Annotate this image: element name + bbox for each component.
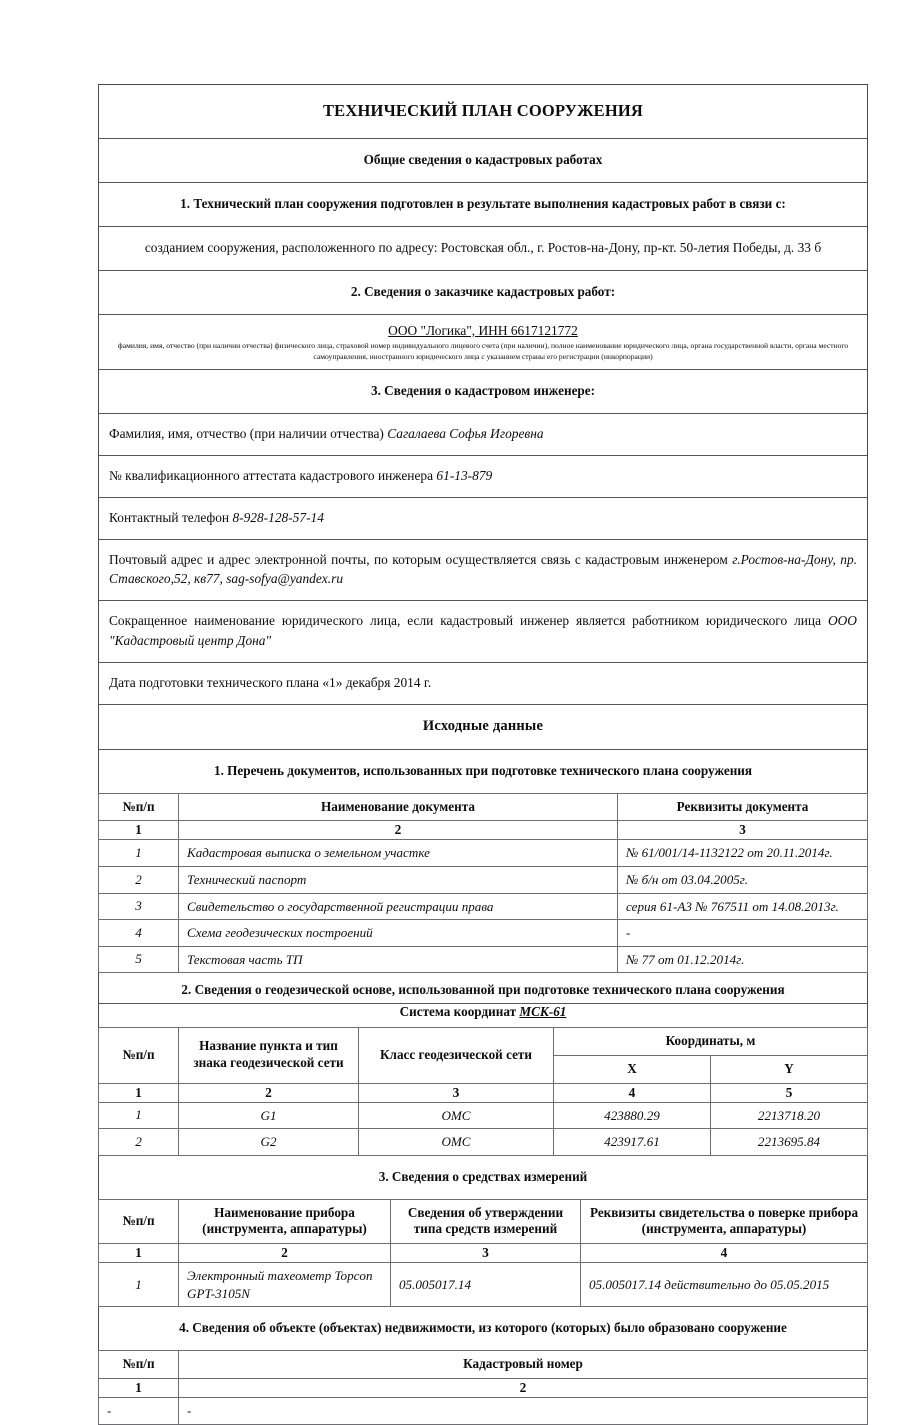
geo-num-3: 3 — [359, 1083, 554, 1102]
table-row — [99, 1263, 868, 1307]
coordinate-system-value: МСК-61 — [519, 1003, 567, 1019]
table-row — [99, 920, 868, 947]
instr-num-1: 1 — [99, 1244, 179, 1263]
geo-row-class: ОМС — [359, 1102, 554, 1129]
geo-row-point: G1 — [179, 1102, 359, 1129]
geodetic-table-number-row — [99, 1083, 868, 1102]
docs-num-1: 1 — [99, 821, 179, 840]
docs-row-requisites: № 61/001/14-1132122 от 20.11.2014г. — [618, 840, 868, 867]
section-3-heading: 3. Сведения о кадастровом инженере: — [99, 370, 867, 414]
objects-table-header-row — [99, 1351, 868, 1379]
docs-row-index: 1 — [99, 840, 179, 867]
geodetic-table — [98, 1027, 868, 1156]
docs-col-name: Наименование документа — [179, 793, 618, 821]
engineer-phone-label: Контактный телефон — [109, 509, 230, 525]
docs-num-2: 2 — [179, 821, 618, 840]
docs-table-header-row — [99, 793, 868, 821]
docs-num-3: 3 — [618, 821, 868, 840]
instr-row-approval: 05.005017.14 — [391, 1263, 581, 1307]
geodetic-table-wrapper — [99, 1027, 867, 1156]
preparation-date-value: «1» декабря 2014 г. — [322, 674, 432, 690]
customer-hint-text: фамилия, имя, отчество (при наличии отчества) физического лица, страховой номер индивидуального лицевого счета (при наличии), полное наименование юридического лица, органа государственной власти, органа местного самоуправления, иностранного юридического лица с указанием страны его регистрации (инкорпорации) — [117, 340, 849, 361]
docs-row-name: Текстовая часть ТП — [179, 946, 618, 973]
geo-row-y: 2213695.84 — [711, 1129, 868, 1156]
geo-row-class: ОМС — [359, 1129, 554, 1156]
engineer-address-value: г.Ростов-на-Дону, пр. Ставского,52, кв77, sag-sofya@yandex.ru — [109, 551, 858, 587]
customer-block — [99, 315, 867, 371]
geo-row-index: 1 — [99, 1102, 179, 1129]
engineer-organization-label: Сокращенное наименование юридического лица, если кадастровый инженер является работником юридического лица — [109, 613, 822, 629]
geo-col-index: №п/п — [99, 1027, 179, 1083]
section-2-heading: 2. Сведения о заказчике кадастровых работ: — [99, 271, 867, 315]
page-title: ТЕХНИЧЕСКИЙ ПЛАН СООРУЖЕНИЯ — [99, 85, 867, 139]
geo-num-4: 4 — [554, 1083, 711, 1102]
geo-row-y: 2213718.20 — [711, 1102, 868, 1129]
instr-col-type-approval: Сведения об утверждении типа средств измерений — [391, 1199, 581, 1244]
docs-row-name: Технический паспорт — [179, 866, 618, 893]
instr-col-device-name: Наименование прибора (инструмента, аппаратуры) — [179, 1199, 391, 1244]
objects-table-heading: 4. Сведения об объекте (объектах) недвижимости, из которого (которых) было образовано сооружение — [99, 1307, 867, 1351]
table-row — [99, 1398, 868, 1425]
obj-num-1: 1 — [99, 1379, 179, 1398]
docs-row-name: Схема геодезических построений — [179, 920, 618, 947]
engineer-address-row — [99, 540, 867, 602]
geo-row-point: G2 — [179, 1129, 359, 1156]
engineer-organization-value: ООО "Кадастровый центр Дона" — [109, 613, 857, 649]
docs-row-requisites: серия 61-А3 № 767511 от 14.08.2013г. — [618, 893, 868, 920]
geo-col-y: Y — [711, 1055, 868, 1083]
docs-row-name: Кадастровая выписка о земельном участке — [179, 840, 618, 867]
instruments-table-wrapper — [99, 1199, 867, 1308]
instr-row-index: 1 — [99, 1263, 179, 1307]
obj-row-index: - — [99, 1398, 179, 1425]
objects-table — [98, 1350, 868, 1424]
geo-num-1: 1 — [99, 1083, 179, 1102]
engineer-address-label: Почтовый адрес и адрес электронной почты, по которым осуществляется связь с кадастровым инженером — [109, 551, 728, 567]
geo-col-network-class: Класс геодезической сети — [359, 1027, 554, 1083]
geo-row-x: 423880.29 — [554, 1102, 711, 1129]
coordinate-system-row — [99, 1004, 867, 1028]
table-row — [99, 1102, 868, 1129]
instr-num-3: 3 — [391, 1244, 581, 1263]
geodetic-table-heading: 2. Сведения о геодезической основе, использованной при подготовке технического плана сооружения — [99, 973, 867, 1004]
docs-table-number-row — [99, 821, 868, 840]
objects-table-number-row — [99, 1379, 868, 1398]
customer-name: ООО "Логика", ИНН 6617121772 — [388, 322, 578, 338]
engineer-phone-value: 8-928-128-57-14 — [232, 509, 324, 525]
table-row — [99, 866, 868, 893]
source-data-heading: Исходные данные — [99, 705, 867, 750]
geo-col-x: X — [554, 1055, 711, 1083]
table-row — [99, 893, 868, 920]
engineer-name-label: Фамилия, имя, отчество (при наличии отчества) — [109, 426, 384, 442]
instruments-table-number-row — [99, 1244, 868, 1263]
section-1-heading: 1. Технический план сооружения подготовлен в результате выполнения кадастровых работ в связи с: — [99, 183, 867, 227]
obj-col-index: №п/п — [99, 1351, 179, 1379]
docs-table-wrapper — [99, 793, 867, 974]
engineer-name-value: Сагалаева Софья Игоревна — [387, 426, 544, 442]
instruments-table-heading: 3. Сведения о средствах измерений — [99, 1156, 867, 1200]
geo-num-2: 2 — [179, 1083, 359, 1102]
table-row — [99, 1129, 868, 1156]
docs-row-index: 4 — [99, 920, 179, 947]
docs-row-requisites: № б/н от 03.04.2005г. — [618, 866, 868, 893]
technical-plan-document — [98, 84, 868, 1425]
instruments-table-header-row — [99, 1199, 868, 1244]
table-row — [99, 946, 868, 973]
docs-row-name: Свидетельство о государственной регистрации права — [179, 893, 618, 920]
geodetic-table-header-row — [99, 1027, 868, 1055]
geo-row-index: 2 — [99, 1129, 179, 1156]
engineer-certificate-row — [99, 456, 867, 498]
instr-num-4: 4 — [581, 1244, 868, 1263]
engineer-name-row — [99, 414, 867, 456]
docs-col-index: №п/п — [99, 793, 179, 821]
instr-col-index: №п/п — [99, 1199, 179, 1244]
instr-col-verification: Реквизиты свидетельства о поверке прибора (инструмента, аппаратуры) — [581, 1199, 868, 1244]
instr-row-device: Электронный тахеометр Topcon GPT-3105N — [179, 1263, 391, 1307]
obj-row-cadastral-number: - — [179, 1398, 868, 1425]
docs-row-index: 2 — [99, 866, 179, 893]
table-row — [99, 840, 868, 867]
docs-row-requisites: - — [618, 920, 868, 947]
engineer-certificate-label: № квалификационного аттестата кадастрового инженера — [109, 467, 434, 483]
objects-table-wrapper — [99, 1350, 867, 1424]
coordinate-system-label: Система координат — [399, 1003, 517, 1019]
obj-num-2: 2 — [179, 1379, 868, 1398]
docs-table-heading: 1. Перечень документов, использованных при подготовке технического плана сооружения — [99, 750, 867, 794]
section-1-body: созданием сооружения, расположенного по адресу: Ростовская обл., г. Ростов-на-Дону, пр-кт. 50-летия Победы, д. 33 б — [99, 227, 867, 271]
document-subtitle: Общие сведения о кадастровых работах — [99, 139, 867, 183]
engineer-certificate-value: 61-13-879 — [436, 467, 493, 483]
obj-col-cadastral-number: Кадастровый номер — [179, 1351, 868, 1379]
instr-num-2: 2 — [179, 1244, 391, 1263]
geo-col-point-name: Название пункта и тип знака геодезической сети — [179, 1027, 359, 1083]
instr-row-verification: 05.005017.14 действительно до 05.05.2015 — [581, 1263, 868, 1307]
docs-row-index: 3 — [99, 893, 179, 920]
preparation-date-row — [99, 663, 867, 705]
geo-row-x: 423917.61 — [554, 1129, 711, 1156]
docs-row-requisites: № 77 от 01.12.2014г. — [618, 946, 868, 973]
geo-num-5: 5 — [711, 1083, 868, 1102]
geo-col-coordinates: Координаты, м — [554, 1027, 868, 1055]
docs-row-index: 5 — [99, 946, 179, 973]
docs-table — [98, 793, 868, 974]
docs-col-requisites: Реквизиты документа — [618, 793, 868, 821]
engineer-organization-row — [99, 601, 867, 663]
engineer-phone-row — [99, 498, 867, 540]
preparation-date-label: Дата подготовки технического плана — [109, 674, 319, 690]
instruments-table — [98, 1199, 868, 1308]
